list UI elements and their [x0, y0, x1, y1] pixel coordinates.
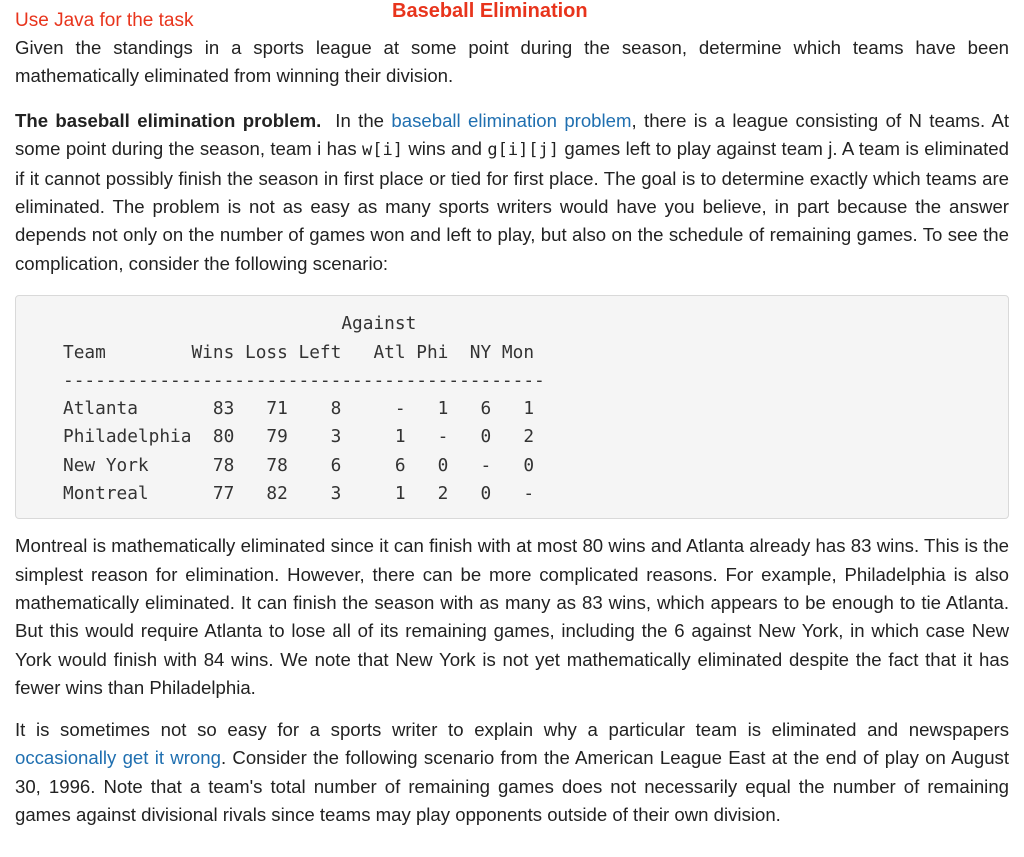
table-line: Against	[63, 313, 417, 335]
problem-text-3: wins and	[402, 138, 488, 160]
page-title: Baseball Elimination	[392, 0, 588, 22]
table-line: Montreal 77 82 3 1 2 0 -	[63, 483, 535, 505]
table-line: Atlanta 83 71 8 - 1 6 1	[63, 398, 535, 420]
table-line: Team Wins Loss Left Atl Phi NY Mon	[63, 341, 535, 363]
problem-paragraph	[15, 107, 1009, 278]
task-note: Use Java for the task	[15, 10, 194, 31]
newspaper-text-1: It is sometimes not so easy for a sports writer to explain why a particular team is eliminated and newspapers	[15, 718, 1009, 740]
standings-table	[15, 295, 1009, 519]
table-line: ---------------------------------------------	[63, 369, 545, 391]
montreal-paragraph: Montreal is mathematically eliminated since it can finish with at most 80 wins and Atlanta already has 83 wins. This is the simplest reason for elimination. However, there can be more complicated reasons. For example, Philadelphia is also mathematically eliminated. It can finish the season with as many as 83 wins, which appears to be enough to tie Atlanta. But this would require Atlanta to lose all of its remaining games, including the 6 against New York, in which case New York would finish with 84 wins. We note that New York is not yet mathematically eliminated despite the fact that it has fewer wins than Philadelphia.	[15, 535, 1009, 699]
get-it-wrong-link[interactable]: occasionally get it wrong	[15, 747, 221, 769]
games-code: g[i][j]	[487, 140, 560, 161]
newspaper-text-2: . Consider the following scenario from the American League East at the end of play on August 30, 1996. Note that a team's total number of remaining games does not necessarily equal the number of remaining games against divisional rivals since teams may play opponents outside of their own division.	[15, 747, 1009, 825]
problem-text-4: games left to play against team j. A team is eliminated if it cannot possibly finish the season in first place or tied for first place. The goal is to determine exactly which teams are eliminated. The problem is not as easy as many sports writers would have you believe, in part because the answer depends not only on the number of games won and left to play, but also on the schedule of remaining games. To see the complication, consider the following scenario:	[15, 138, 1009, 274]
table-line: Philadelphia 80 79 3 1 - 0 2	[63, 426, 535, 448]
problem-label: The baseball elimination problem.	[15, 109, 322, 131]
wins-code: w[i]	[362, 140, 403, 161]
problem-text-2: , there is a league consisting of N teams. At some point during the season, team i has	[15, 109, 1010, 160]
page	[15, 0, 1009, 829]
header	[15, 0, 1009, 34]
baseball-elimination-link[interactable]: baseball elimination problem	[391, 109, 632, 131]
newspaper-paragraph	[15, 716, 1009, 830]
problem-text-1: In the	[335, 109, 392, 131]
intro-paragraph: Given the standings in a sports league at some point during the season, determine which teams have been mathematically eliminated from winning their division.	[15, 37, 1009, 87]
table-line: New York 78 78 6 6 0 - 0	[63, 454, 535, 476]
